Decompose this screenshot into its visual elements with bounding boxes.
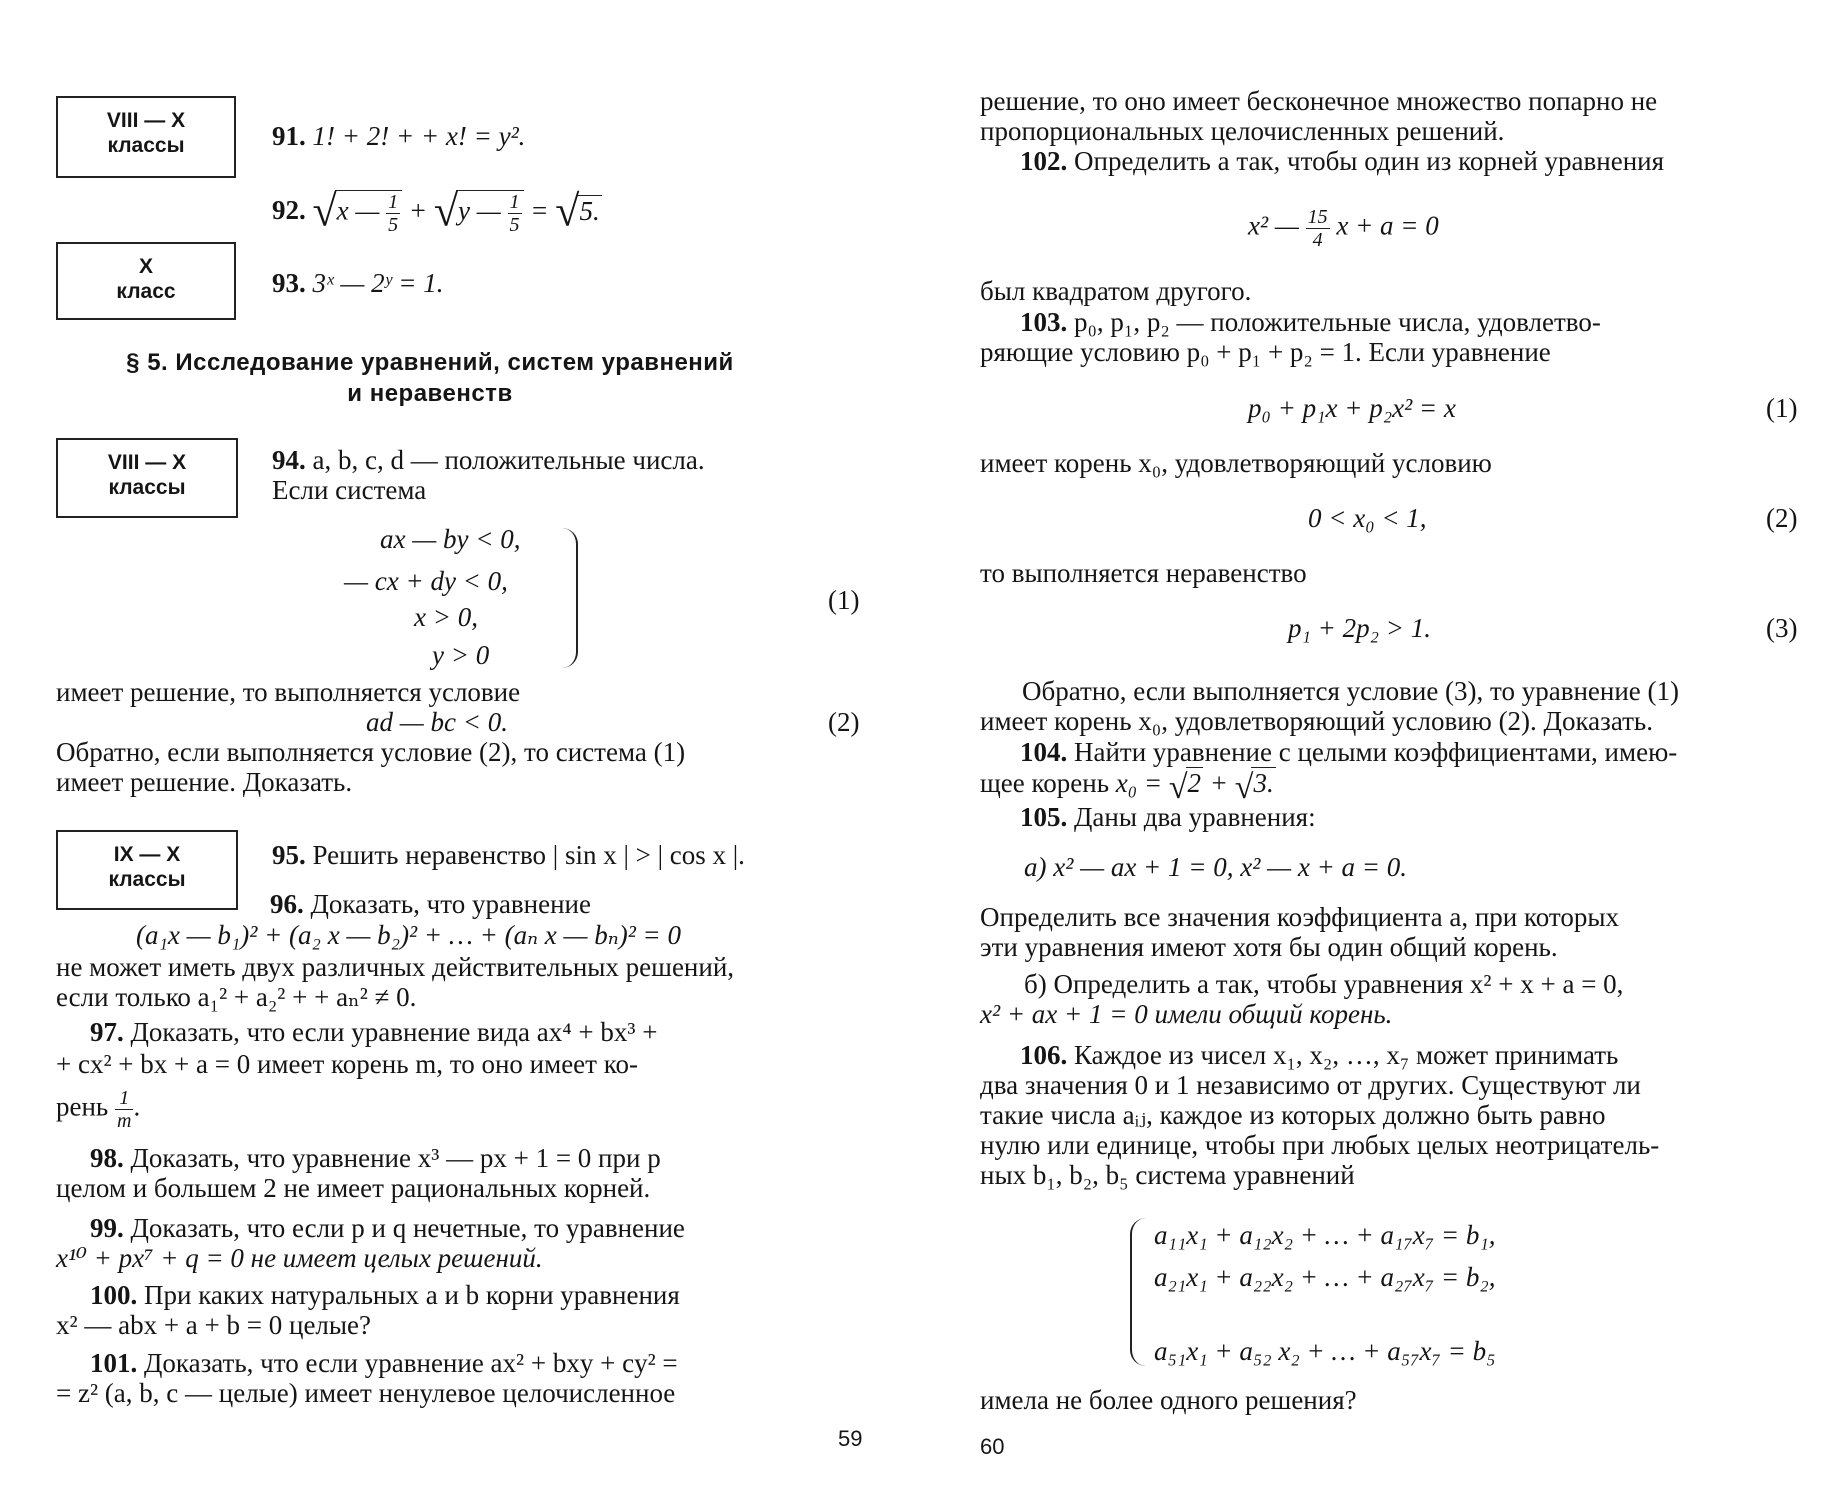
problem-text: Доказать, что уравнение x³ — px + 1 = 0 при p <box>130 1143 661 1173</box>
grade-box-line2: класс <box>116 280 176 303</box>
problem-text: p₀, p₁, p₂ — положительные числа, удовлетво- <box>1074 307 1601 337</box>
system-eq-4: y > 0 <box>432 640 490 670</box>
problem-91 <box>272 121 525 151</box>
grade-box-line1: X <box>138 255 153 278</box>
continuation-line1: решение, то оно имеет бесконечное множество попарно не <box>980 86 1658 116</box>
problem-number: 101. <box>90 1348 138 1378</box>
problem-98-line2: целом и большем 2 не имеет рациональных корней. <box>56 1173 651 1203</box>
problem-number: 94. <box>272 445 306 475</box>
problem-text: Каждое из чисел x₁, x₂, …, x₇ может принимать <box>1074 1040 1619 1070</box>
problem-106-line5: ных b₁, b₂, b₅ система уравнений <box>980 1160 1355 1190</box>
fraction-denominator: m <box>117 1110 132 1132</box>
section-heading-line1: § 5. Исследование уравнений, систем уравнений <box>126 349 734 376</box>
problem-text: рень <box>56 1091 109 1122</box>
grade-box-line1: VIII — X <box>107 451 187 474</box>
grade-box-line1: VIII — X <box>106 109 186 132</box>
problem-103-line6: имеет корень x₀, удовлетворяющий условию (2). Доказать. <box>980 706 1653 736</box>
equation-label: (2) <box>1766 503 1798 533</box>
problem-101-line2: = z² (a, b, c — целые) имеет ненулевое целочисленное <box>56 1378 676 1408</box>
problem-99-line1 <box>90 1213 685 1243</box>
problem-number: 92. <box>272 195 306 226</box>
problem-102-after: был квадратом другого. <box>980 276 1252 306</box>
problem-97-line3: рень $\frac{1}{m}$ . <box>56 1087 141 1132</box>
grade-box-line1: IX — X <box>113 843 181 866</box>
problem-104-line2 <box>980 767 1276 806</box>
problem-text: Решить неравенство | sin x | > | cos x |. <box>312 840 745 870</box>
problem-106-line1 <box>1020 1040 1618 1070</box>
problem-number: 103. <box>1020 307 1068 337</box>
problem-text: Даны два уравнения: <box>1074 802 1316 832</box>
fraction <box>1306 206 1330 251</box>
page-number: 60 <box>980 1434 1005 1459</box>
fraction-denominator: 4 <box>1312 229 1323 251</box>
problem-94-line1 <box>272 445 705 475</box>
equation-3: p₁ + 2p₂ > 1. <box>1288 613 1431 643</box>
continuation-line2: пропорциональных целочисленных решений. <box>980 116 1505 146</box>
problem-text: Доказать, что если уравнение ax² + bxy + cy² = <box>144 1348 678 1378</box>
system-eq-1: ax — by < 0, <box>380 524 521 554</box>
problem-text: Доказать, что если уравнение вида ax⁴ + bx³ + <box>130 1017 658 1047</box>
problem-105-line3: Определить все значения коэффициента a, при которых <box>980 902 1619 932</box>
problem-text: Определить a так, чтобы один из корней уравнения <box>1074 146 1665 176</box>
problem-93 <box>272 268 443 298</box>
problem-105-a: а) x² — ax + 1 = 0, x² — x + a = 0. <box>1024 852 1408 882</box>
grade-box-line2: классы <box>108 476 186 499</box>
problem-92 <box>272 186 602 250</box>
root-formula: x₀ = √2 + √3. <box>1115 768 1274 806</box>
problem-96-line1 <box>270 889 591 919</box>
fraction <box>115 1087 133 1132</box>
grade-box-viii-x <box>56 438 238 518</box>
problem-106-line3: такие числа aᵢⱼ, каждое из которых должно быть равно <box>980 1100 1606 1130</box>
right-page <box>918 0 1836 1500</box>
problem-99-line2: x¹⁰ + px⁷ + q = 0 не имеет целых решений. <box>56 1243 543 1273</box>
problem-number: 91. <box>272 121 306 151</box>
problem-text: Доказать, что если p и q нечетные, то уравнение <box>130 1213 685 1243</box>
problem-105-line1 <box>1020 802 1316 832</box>
equation-2: 0 < x₀ < 1, <box>1308 503 1427 533</box>
problem-94-converse-1: Обратно, если выполняется условие (2), то система (1) <box>56 737 686 767</box>
problem-text: 1! + 2! + + x! = y². <box>312 121 526 151</box>
system-eq-2: a₂₁x₁ + a₂₂x₂ + … + a₂₇x₇ = b₂, <box>1154 1262 1496 1292</box>
problem-text: щее корень <box>980 768 1110 798</box>
problem-101-line1 <box>90 1348 678 1378</box>
equation-1: p₀ + p₁x + p₂x² = x <box>1248 393 1456 423</box>
problem-106-after: имела не более одного решения? <box>980 1385 1357 1415</box>
problem-number: 104. <box>1020 737 1068 767</box>
condition-2: ad — bc < 0. <box>366 707 508 737</box>
section-heading-line2: и неравенств <box>347 380 513 407</box>
problem-text: Доказать, что уравнение <box>310 889 591 919</box>
grade-box-x <box>56 242 236 320</box>
problem-102-equation: x² — $\frac{15}{4}$ x + a = 0 <box>1248 206 1439 251</box>
system-eq-1: a₁₁x₁ + a₁₂x₂ + … + a₁₇x₇ = b₁, <box>1154 1220 1496 1250</box>
problem-number: 97. <box>90 1017 124 1047</box>
grade-box-line2: классы <box>107 134 185 157</box>
grade-box-line2: классы <box>108 868 186 891</box>
problem-103-line1 <box>1020 307 1601 337</box>
problem-94-converse-2: имеет решение. Доказать. <box>56 767 353 797</box>
problem-number: 106. <box>1020 1040 1068 1070</box>
problem-number: 95. <box>272 840 306 870</box>
problem-97-line1 <box>90 1017 657 1047</box>
problem-100-line1 <box>90 1280 680 1310</box>
system-eq-2: — cx + dy < 0, <box>344 566 508 596</box>
equation-label: (1) <box>1766 393 1798 423</box>
problem-95 <box>272 840 745 870</box>
problem-number: 102. <box>1020 146 1068 176</box>
grade-box-viii-x <box>56 96 236 178</box>
problem-103-line3: имеет корень x₀, удовлетворяющий условию <box>980 448 1492 478</box>
equation-label: (2) <box>828 707 860 737</box>
problem-text: Найти уравнение с целыми коэффициентами, имею- <box>1074 737 1678 767</box>
problem-number: 96. <box>270 889 304 919</box>
problem-96-line4: если только a₁² + a₂² + + aₙ² ≠ 0. <box>56 982 417 1012</box>
problem-102 <box>1020 146 1664 176</box>
system-eq-3: x > 0, <box>414 602 478 632</box>
system-brace <box>1130 1218 1146 1366</box>
problem-94-after: имеет решение, то выполняется условие <box>56 677 521 707</box>
problem-94-line2: Если система <box>272 475 427 505</box>
system-eq-3: a₅₁x₁ + a₅₂ x₂ + … + a₅₇x₇ = b₅ <box>1154 1336 1496 1366</box>
problem-96-formula: (a₁x — b₁)² + (a₂ x — b₂)² + … + (aₙ x — bₙ)² = 0 <box>136 920 682 950</box>
problem-text: a, b, c, d — положительные числа. <box>312 445 705 475</box>
fraction-numerator: 15 <box>1307 206 1328 228</box>
fraction-numerator: 1 <box>115 1087 133 1110</box>
equation-label: (3) <box>1766 613 1798 643</box>
problem-105-b-line1: б) Определить a так, чтобы уравнения x² + x + a = 0, <box>1024 969 1624 999</box>
problem-103-line2: ряющие условию p₀ + p₁ + p₂ = 1. Если уравнение <box>980 337 1551 367</box>
problem-106-line2: два значения 0 и 1 независимо от других. Существуют ли <box>980 1070 1641 1100</box>
problem-text: При каких натуральных a и b корни уравнения <box>144 1280 680 1310</box>
problem-106-line4: нулю или единице, чтобы при любых целых неотрицатель- <box>980 1130 1660 1160</box>
equation-label: (1) <box>828 585 860 615</box>
problem-number: 98. <box>90 1143 124 1173</box>
problem-103-line4: то выполняется неравенство <box>980 558 1307 588</box>
grade-box-ix-x <box>56 830 238 910</box>
problem-103-line5: Обратно, если выполняется условие (3), то уравнение (1) <box>1022 676 1680 706</box>
section-heading <box>60 347 800 409</box>
problem-100-line2: x² — abx + a + b = 0 целые? <box>56 1310 372 1340</box>
problem-98-line1 <box>90 1143 661 1173</box>
problem-105-line4: эти уравнения имеют хотя бы один общий корень. <box>980 932 1558 962</box>
problem-number: 105. <box>1020 802 1068 832</box>
page-number: 59 <box>838 1426 863 1451</box>
problem-96-line3: не может иметь двух различных действительных решений, <box>56 952 735 982</box>
problem-number: 99. <box>90 1213 124 1243</box>
system-brace <box>560 528 578 668</box>
problem-104-line1 <box>1020 737 1677 767</box>
problem-92-formula: √x — $\frac{1}{5}$ + √y — $\frac{1}{5}$ = √5. <box>312 186 600 236</box>
problem-text: 3ˣ — 2ʸ = 1. <box>312 268 444 298</box>
problem-number: 100. <box>90 1280 138 1310</box>
problem-105-b-line2: x² + ax + 1 = 0 имели общий корень. <box>980 999 1393 1029</box>
problem-97-line2: + cx² + bx + a = 0 имеет корень m, то оно имеет ко- <box>56 1049 638 1079</box>
problem-number: 93. <box>272 268 306 298</box>
